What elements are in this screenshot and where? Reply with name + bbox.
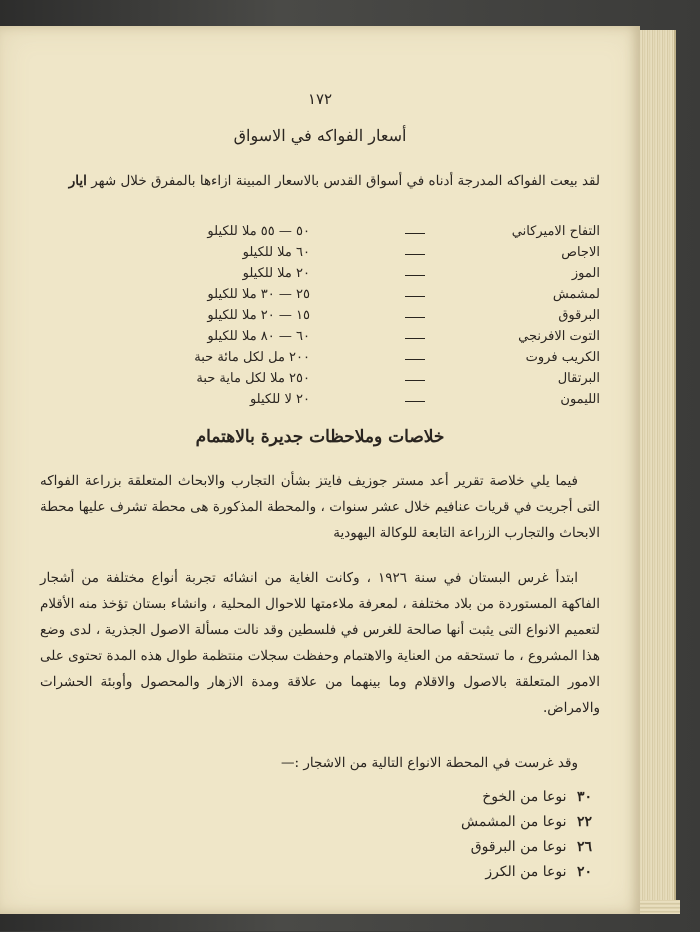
price-row [40, 350, 600, 371]
price-row [40, 266, 600, 287]
price-row [40, 224, 600, 245]
fruit-name: الليمون [560, 392, 600, 407]
section-heading-notes: خلاصات وملاحظات جديرة بالاهتمام [195, 427, 445, 447]
dash-separator [405, 401, 425, 402]
fruit-name: لمشمش [552, 287, 600, 302]
fruit-price: ٢٠٠ مل لكل مائة حبة [194, 350, 310, 365]
body-paragraph-1: فيما يلي خلاصة تقرير أعد مستر جوزيف فايتز بشأن التجارب والابحاث المتعلقة بزراعة الفواكه التى أجريت في قريات عنافيم خلال عشر سنوات ، والمحطة المذكورة هى محطة تشرف عليها محطة الابحاث والتجارب الزراعة التابعة للوكالة اليهودية [40, 473, 600, 541]
tree-count: ٣٠ [576, 789, 592, 805]
list-item [461, 839, 592, 864]
fruit-name: التوت الافرنجي [518, 329, 600, 344]
fruit-price: ١٥ — ٢٠ ملا للكيلو [207, 308, 310, 323]
fruit-name: البرقوق [558, 308, 600, 323]
trees-intro: وقد غرست في المحطة الانواع التالية من الاشجار :— [281, 755, 578, 771]
page-number: ١٧٢ [307, 90, 333, 108]
list-item [461, 864, 592, 889]
dash-separator [405, 233, 425, 234]
price-row [40, 308, 600, 329]
fruit-name: الموز [571, 266, 600, 281]
tree-count: ٢٠ [576, 864, 592, 880]
intro-text: لقد بيعت الفواكه المدرجة أدناه في أسواق القدس بالاسعار المبينة ازاءها بالمفرق خلال شهر [91, 173, 600, 189]
price-table [40, 224, 600, 413]
tree-count: ٢٦ [576, 839, 592, 855]
tree-label: نوعا من الكرز [485, 864, 567, 880]
body-paragraph-2: ابتدأ غرس البستان في سنة ١٩٢٦ ، وكانت الغاية من انشائه تجربة أنواع مختلفة من أشجار الفاكهة المستوردة من بلاد مختلفة ، لمعرفة ملاءمتها للاحوال المحلية ، وانشاء بستان تؤخذ منه الأقلام لتعميم الانواع التى يثبت أنها صالحة للغرس في فلسطين وقد نالت مسألة الاصول الجذرية ، لدى وضع هذا المشروع ، ما تستحقه من العناية والاهتمام وحفظت سجلات منتظمة طوال هذه المدة تحتوى على الامور المتعلقة بالاصول والاقلام وما بينهما من علاقة ومدة الازهار والمحصول وأوبئة الحشرات والامراض. [40, 570, 600, 716]
dash-separator [405, 380, 425, 381]
page-content [40, 52, 600, 932]
fruit-price: ٥٠ — ٥٥ ملا للكيلو [207, 224, 310, 239]
tree-label: نوعا من الخوخ [482, 789, 567, 805]
fruit-price: ٢٠ لا للكيلو [249, 392, 310, 407]
fruit-price: ٦٠ — ٨٠ ملا للكيلو [207, 329, 310, 344]
fruit-price: ٦٠ ملا للكيلو [242, 245, 310, 260]
tree-label: نوعا من البرقوق [470, 839, 567, 855]
book-page [0, 26, 640, 914]
fruit-name: الكريب فروت [525, 350, 600, 365]
fruit-name: البرتقال [557, 371, 600, 386]
fruit-name: التفاح الاميركاني [511, 224, 600, 239]
fruit-price: ٢٥ — ٣٠ ملا للكيلو [207, 287, 310, 302]
price-row [40, 329, 600, 350]
dash-separator [405, 338, 425, 339]
dash-separator [405, 317, 425, 318]
list-item [461, 789, 592, 814]
intro-month: ايار [68, 173, 87, 189]
price-row [40, 245, 600, 266]
tree-label: نوعا من المشمش [461, 814, 567, 830]
dash-separator [405, 359, 425, 360]
dash-separator [405, 275, 425, 276]
price-row [40, 287, 600, 308]
price-row [40, 392, 600, 413]
dash-separator [405, 296, 425, 297]
fruit-price: ٢٥٠ ملا لكل ماية حبة [196, 371, 310, 386]
tree-count: ٢٢ [576, 814, 592, 830]
fruit-price: ٢٠ ملا للكيلو [242, 266, 310, 281]
tree-list [461, 789, 592, 889]
intro-paragraph [35, 169, 600, 193]
list-item [461, 814, 592, 839]
dash-separator [405, 254, 425, 255]
fruit-name: الاجاص [561, 245, 600, 260]
section-heading-prices: أسعار الفواكه في الاسواق [233, 126, 407, 145]
price-row [40, 371, 600, 392]
